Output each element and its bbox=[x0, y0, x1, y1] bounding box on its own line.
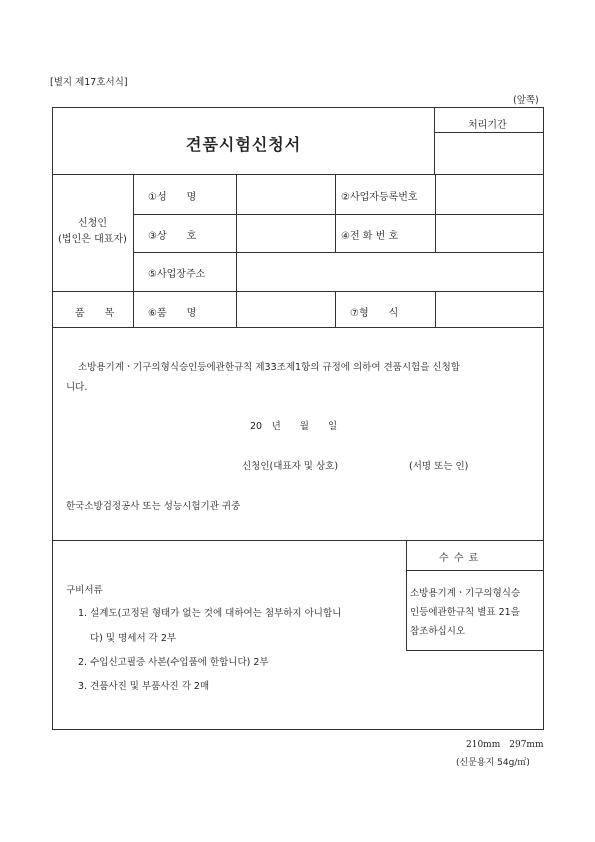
product-name-field[interactable] bbox=[237, 292, 334, 326]
processing-period-label: 처리기간 bbox=[468, 120, 507, 131]
paper-size: 210mm 297mm bbox=[466, 740, 544, 750]
signature-note: (서명 또는 인) bbox=[409, 461, 469, 472]
statement-line1: 소방용기계ㆍ기구의형식승인등에관한규칙 제33조제1항의 규정에 의하여 견품시험을 신청합 bbox=[78, 362, 460, 373]
statement-line2: 니다. bbox=[66, 382, 88, 393]
document-item-1-cont: 다) 및 명세서 각 2부 bbox=[90, 633, 177, 644]
form-number: [별지 제17호서식] bbox=[50, 77, 128, 88]
business-address-field[interactable] bbox=[237, 253, 543, 290]
phone-field[interactable] bbox=[436, 215, 543, 251]
application-date: 20 년 월 일 bbox=[250, 421, 338, 432]
name-field[interactable] bbox=[237, 175, 334, 213]
business-address-label: ⑤사업장주소 bbox=[148, 269, 206, 280]
processing-period-field[interactable] bbox=[435, 133, 543, 173]
model-field[interactable] bbox=[436, 292, 543, 326]
name-label: ①성 명 bbox=[148, 192, 197, 203]
business-no-field[interactable] bbox=[436, 175, 543, 213]
document-item-1: 1. 설계도(고정된 형태가 없는 것에 대하여는 첨부하지 아니합니 bbox=[78, 608, 342, 619]
trade-name-label: ③상 호 bbox=[148, 231, 197, 242]
fee-text-line3: 참조하십시오 bbox=[410, 626, 466, 637]
product-name-label: ⑥품 명 bbox=[148, 308, 197, 319]
trade-name-field[interactable] bbox=[237, 215, 334, 251]
applicant-label-line1: 신청인 bbox=[78, 218, 107, 229]
business-no-label: ②사업자등록번호 bbox=[341, 192, 418, 203]
fee-text-line2: 인등에관한규칙 별표 21을 bbox=[410, 607, 520, 618]
phone-label: ④전 화 번 호 bbox=[341, 231, 399, 242]
documents-heading: 구비서류 bbox=[66, 585, 103, 596]
page-side-label: (앞쪽) bbox=[513, 95, 539, 106]
form-title: 견품시험신청서 bbox=[186, 135, 302, 154]
signer-label: 신청인(대표자 및 상호) bbox=[242, 461, 339, 472]
model-label: ⑦형 식 bbox=[350, 308, 399, 319]
paper-type: (신문용지 54g/㎡) bbox=[456, 758, 530, 768]
addressee: 한국소방검정공사 또는 성능시험기관 귀중 bbox=[66, 501, 241, 512]
applicant-label-line2: (법인은 대표자) bbox=[58, 234, 127, 245]
document-item-3: 3. 견품사진 및 부품사진 각 2매 bbox=[78, 681, 210, 692]
fee-text-line1: 소방용기계ㆍ기구의형식승 bbox=[410, 588, 521, 599]
item-label: 품 목 bbox=[75, 308, 115, 319]
fee-heading: 수 수 료 bbox=[439, 553, 480, 564]
applicant-label bbox=[52, 216, 133, 248]
document-item-2: 2. 수입신고필증 사본(수입품에 한합니다) 2부 bbox=[78, 657, 269, 668]
